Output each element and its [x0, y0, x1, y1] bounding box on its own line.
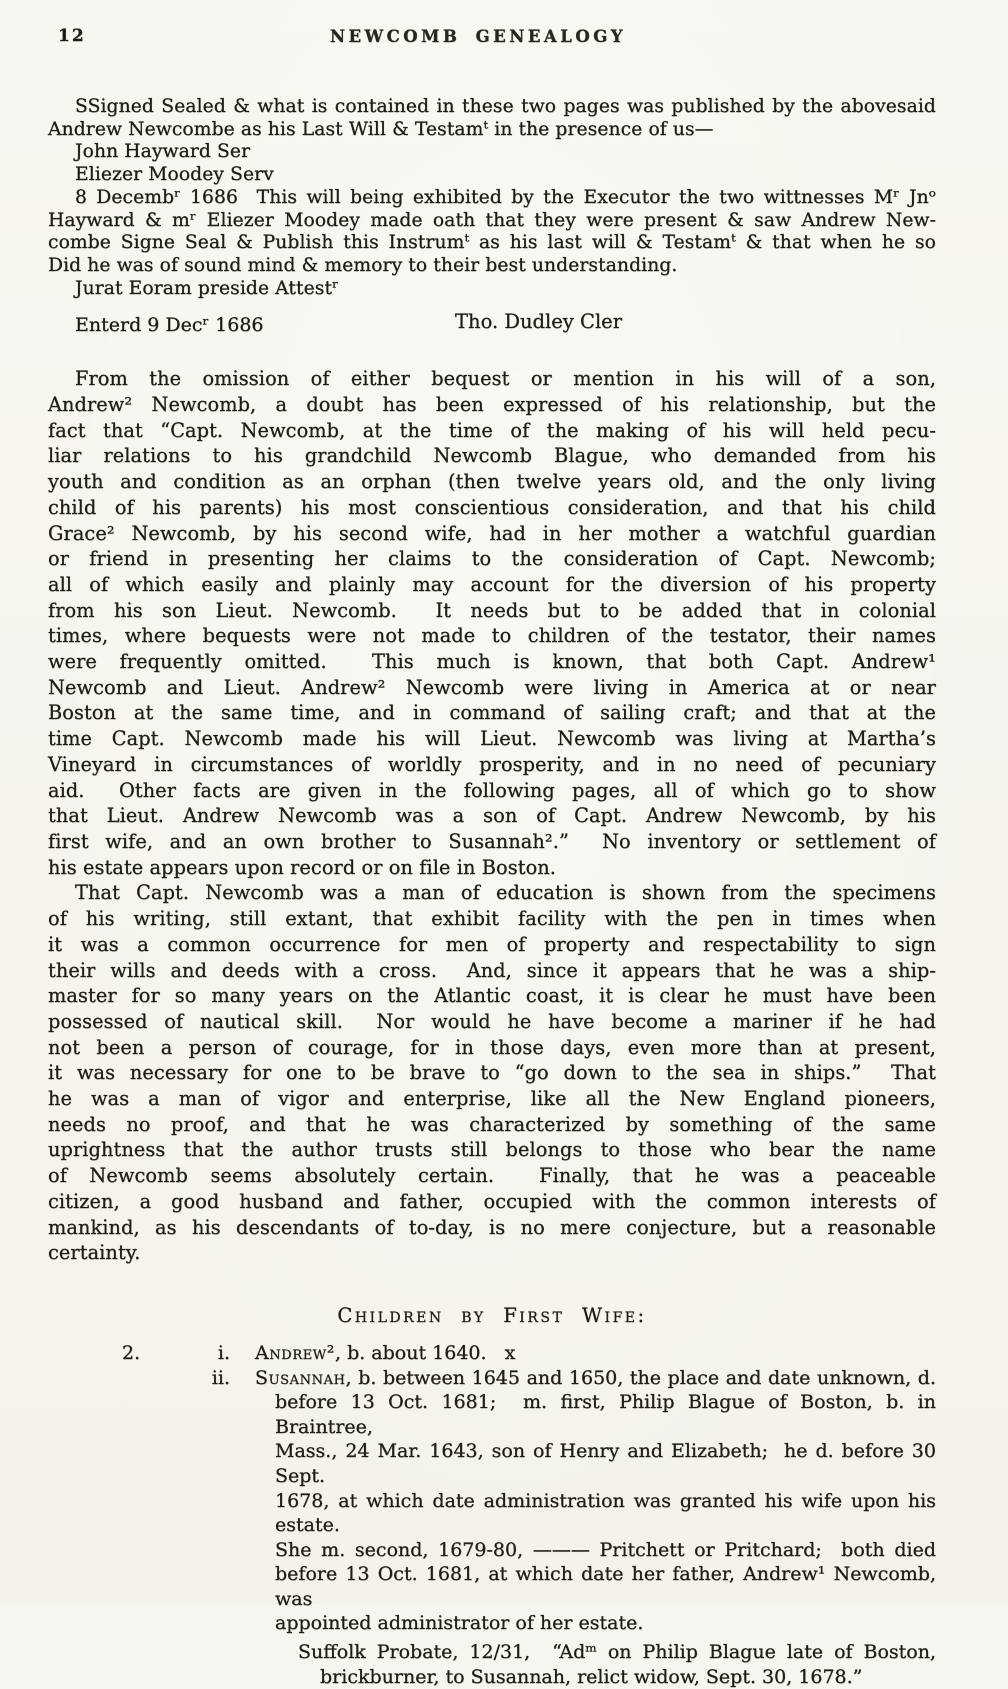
text-line: appointed administrator of her estate. — [275, 1612, 644, 1635]
text-line: aid. Other facts are given in the following pages, all of which go to show — [48, 778, 936, 802]
probate-entry-row — [48, 312, 936, 340]
text-line: possessed of nautical skill. Nor would he have become a mariner if he had — [48, 1009, 936, 1033]
text-line: it was necessary for one to be brave to “go down to the sea in ships.” That — [48, 1061, 936, 1085]
text-line: She m. second, 1679-80, ——— Pritchett or Pritchard; both died — [275, 1538, 936, 1561]
page-number: 12 — [58, 26, 86, 46]
text-line: all of which easily and plainly may account for the diversion of his property — [48, 572, 936, 596]
text-line: Eliezer Moodey Serv — [75, 164, 274, 186]
child-birth-details: , b. between 1645 and 1650, the place and date unknown, d. — [345, 1366, 936, 1389]
will-attestation-record — [48, 96, 936, 300]
text-line: Mass., 24 Mar. 1643, son of Henry and Elizabeth; he d. before 30 Sept. — [275, 1440, 936, 1487]
text-line: Vineyard in circumstances of worldly prosperity, and in no need of pecuniary — [48, 752, 936, 776]
clerk-signature: Tho. Dudley Cler — [455, 310, 623, 334]
text-line: certainty. — [48, 1241, 141, 1265]
text-line: from his son Lieut. Newcomb. It needs but to be added that in colonial — [48, 598, 936, 622]
text-line: before 13 Oct. 1681, at which date her father, Andrew¹ Newcomb, was — [275, 1563, 936, 1610]
text-line: master for so many years on the Atlantic coast, it is clear he must have been — [48, 984, 936, 1008]
children-section-heading: Children by First Wife: — [337, 1303, 647, 1327]
text-line: or friend in presenting her claims to the consideration of Capt. Newcomb; — [48, 547, 936, 571]
child-name: Susannah — [255, 1366, 346, 1389]
text-line: first wife, and an own brother to Susannah².” No inventory or settlement of — [48, 829, 936, 853]
text-line: John Hayward Ser — [75, 141, 251, 163]
text-line: Andrew Newcombe as his Last Will & Testamᵗ in the presence of us— — [48, 118, 714, 140]
child-roman-numeral: ii. — [211, 1366, 230, 1389]
text-line: Grace² Newcomb, by his second wife, had in her mother a watchful guardian — [48, 521, 936, 545]
text-line: 8 Decembʳ 1686 This will being exhibited by the Executor the two wittnesses Mʳ Jnᵒ — [75, 186, 936, 208]
child-generation-number: 2. — [122, 1341, 141, 1364]
text-line: youth and condition as an orphan (then twelve years old, and the only living — [48, 470, 936, 494]
probate-note — [298, 1640, 936, 1689]
child-entry-susannah — [48, 1366, 936, 1689]
narrative-paragraph-1 — [48, 366, 936, 880]
narrative-paragraph-2 — [48, 880, 936, 1266]
text-line: Andrew² Newcomb, a doubt has been expressed of his relationship, but the — [48, 393, 936, 417]
text-line: times, where bequests were not made to children of the testator, their names — [48, 624, 936, 648]
child-roman-numeral: i. — [217, 1341, 230, 1364]
text-line: child of his parents) his most conscientious consideration, and that his child — [48, 495, 936, 519]
text-line — [255, 1366, 936, 1391]
text-line: Did he was of sound mind & memory to their best understanding. — [48, 254, 678, 276]
child-details — [255, 1366, 936, 1689]
text-line: That Capt. Newcomb was a man of education is shown from the specimens — [75, 881, 936, 905]
text-line: of Newcomb seems absolutely certain. Finally, that he was a peaceable — [48, 1164, 936, 1188]
text-line: of his writing, still extant, that exhibit facility with the pen in times when — [48, 907, 936, 931]
child-details — [255, 1341, 936, 1366]
text-line: Boston at the same time, and in command of sailing craft; and that at the — [48, 701, 936, 725]
entered-date: Enterd 9 Decʳ 1686 — [75, 314, 264, 337]
running-head — [48, 24, 936, 50]
text-line: mankind, as his descendants of to-day, is no mere conjecture, but a reasonable — [48, 1215, 936, 1239]
text-line: it was a common occurrence for men of property and respectability to sign — [48, 932, 936, 956]
text-line: From the omission of either bequest or mention in his will of a son, — [75, 367, 936, 391]
child-entry-continuation — [275, 1390, 936, 1636]
text-line: brickburner, to Susannah, relict widow, Sept. 30, 1678.” — [320, 1665, 863, 1688]
text-line: that Lieut. Andrew Newcomb was a son of Capt. Andrew Newcomb, by his — [48, 804, 936, 828]
text-line: not been a person of courage, for in those days, even more than at present, — [48, 1035, 936, 1059]
child-entry-andrew — [48, 1341, 936, 1366]
text-line: before 13 Oct. 1681; m. first, Philip Blague of Boston, b. in Braintree, — [275, 1391, 936, 1438]
text-line: time Capt. Newcomb made his will Lieut. Newcomb was living at Martha’s — [48, 727, 936, 751]
text-line: needs no proof, and that he was characterized by something of the same — [48, 1112, 936, 1136]
text-line: Jurat Eoram preside Attestʳ — [75, 277, 339, 299]
text-line: combe Signe Seal & Publish this Instrumᵗ as his last will & Testamᵗ & that when he so — [48, 232, 936, 254]
text-line: fact that “Capt. Newcomb, at the time of the making of his will held pecu- — [48, 418, 936, 442]
text-line: SSigned Sealed & what is contained in these two pages was published by the abovesaid — [75, 96, 936, 117]
running-head-title: NEWCOMB GENEALOGY — [329, 27, 627, 46]
text-line: liar relations to his grandchild Newcomb Blague, who demanded from his — [48, 444, 936, 468]
text-line: citizen, a good husband and father, occupied with the common interests of — [48, 1189, 936, 1213]
text-line: his estate appears upon record or on file in Boston. — [48, 855, 557, 879]
text-line: 1678, at which date administration was granted his wife upon his estate. — [275, 1489, 936, 1537]
text-line: Suffolk Probate, 12/31, “Adᵐ on Philip Blague late of Boston, — [298, 1641, 936, 1664]
child-birth-details: , b. about 1640. x — [334, 1341, 516, 1364]
text-line: were frequently omitted. This much is known, that both Capt. Andrew¹ — [48, 650, 936, 674]
text-line: he was a man of vigor and enterprise, like all the New England pioneers, — [48, 1087, 936, 1111]
text-line: their wills and deeds with a cross. And, since it appears that he was a ship- — [48, 958, 936, 982]
text-line: Newcomb and Lieut. Andrew² Newcomb were living in America at or near — [48, 675, 936, 699]
text-line: uprightness that the author trusts still belongs to those who bear the name — [48, 1138, 936, 1162]
children-list — [48, 1341, 936, 1689]
text-line: Hayward & mʳ Eliezer Moodey made oath that they were present & saw Andrew New- — [48, 209, 936, 231]
child-name: Andrew² — [255, 1341, 335, 1364]
